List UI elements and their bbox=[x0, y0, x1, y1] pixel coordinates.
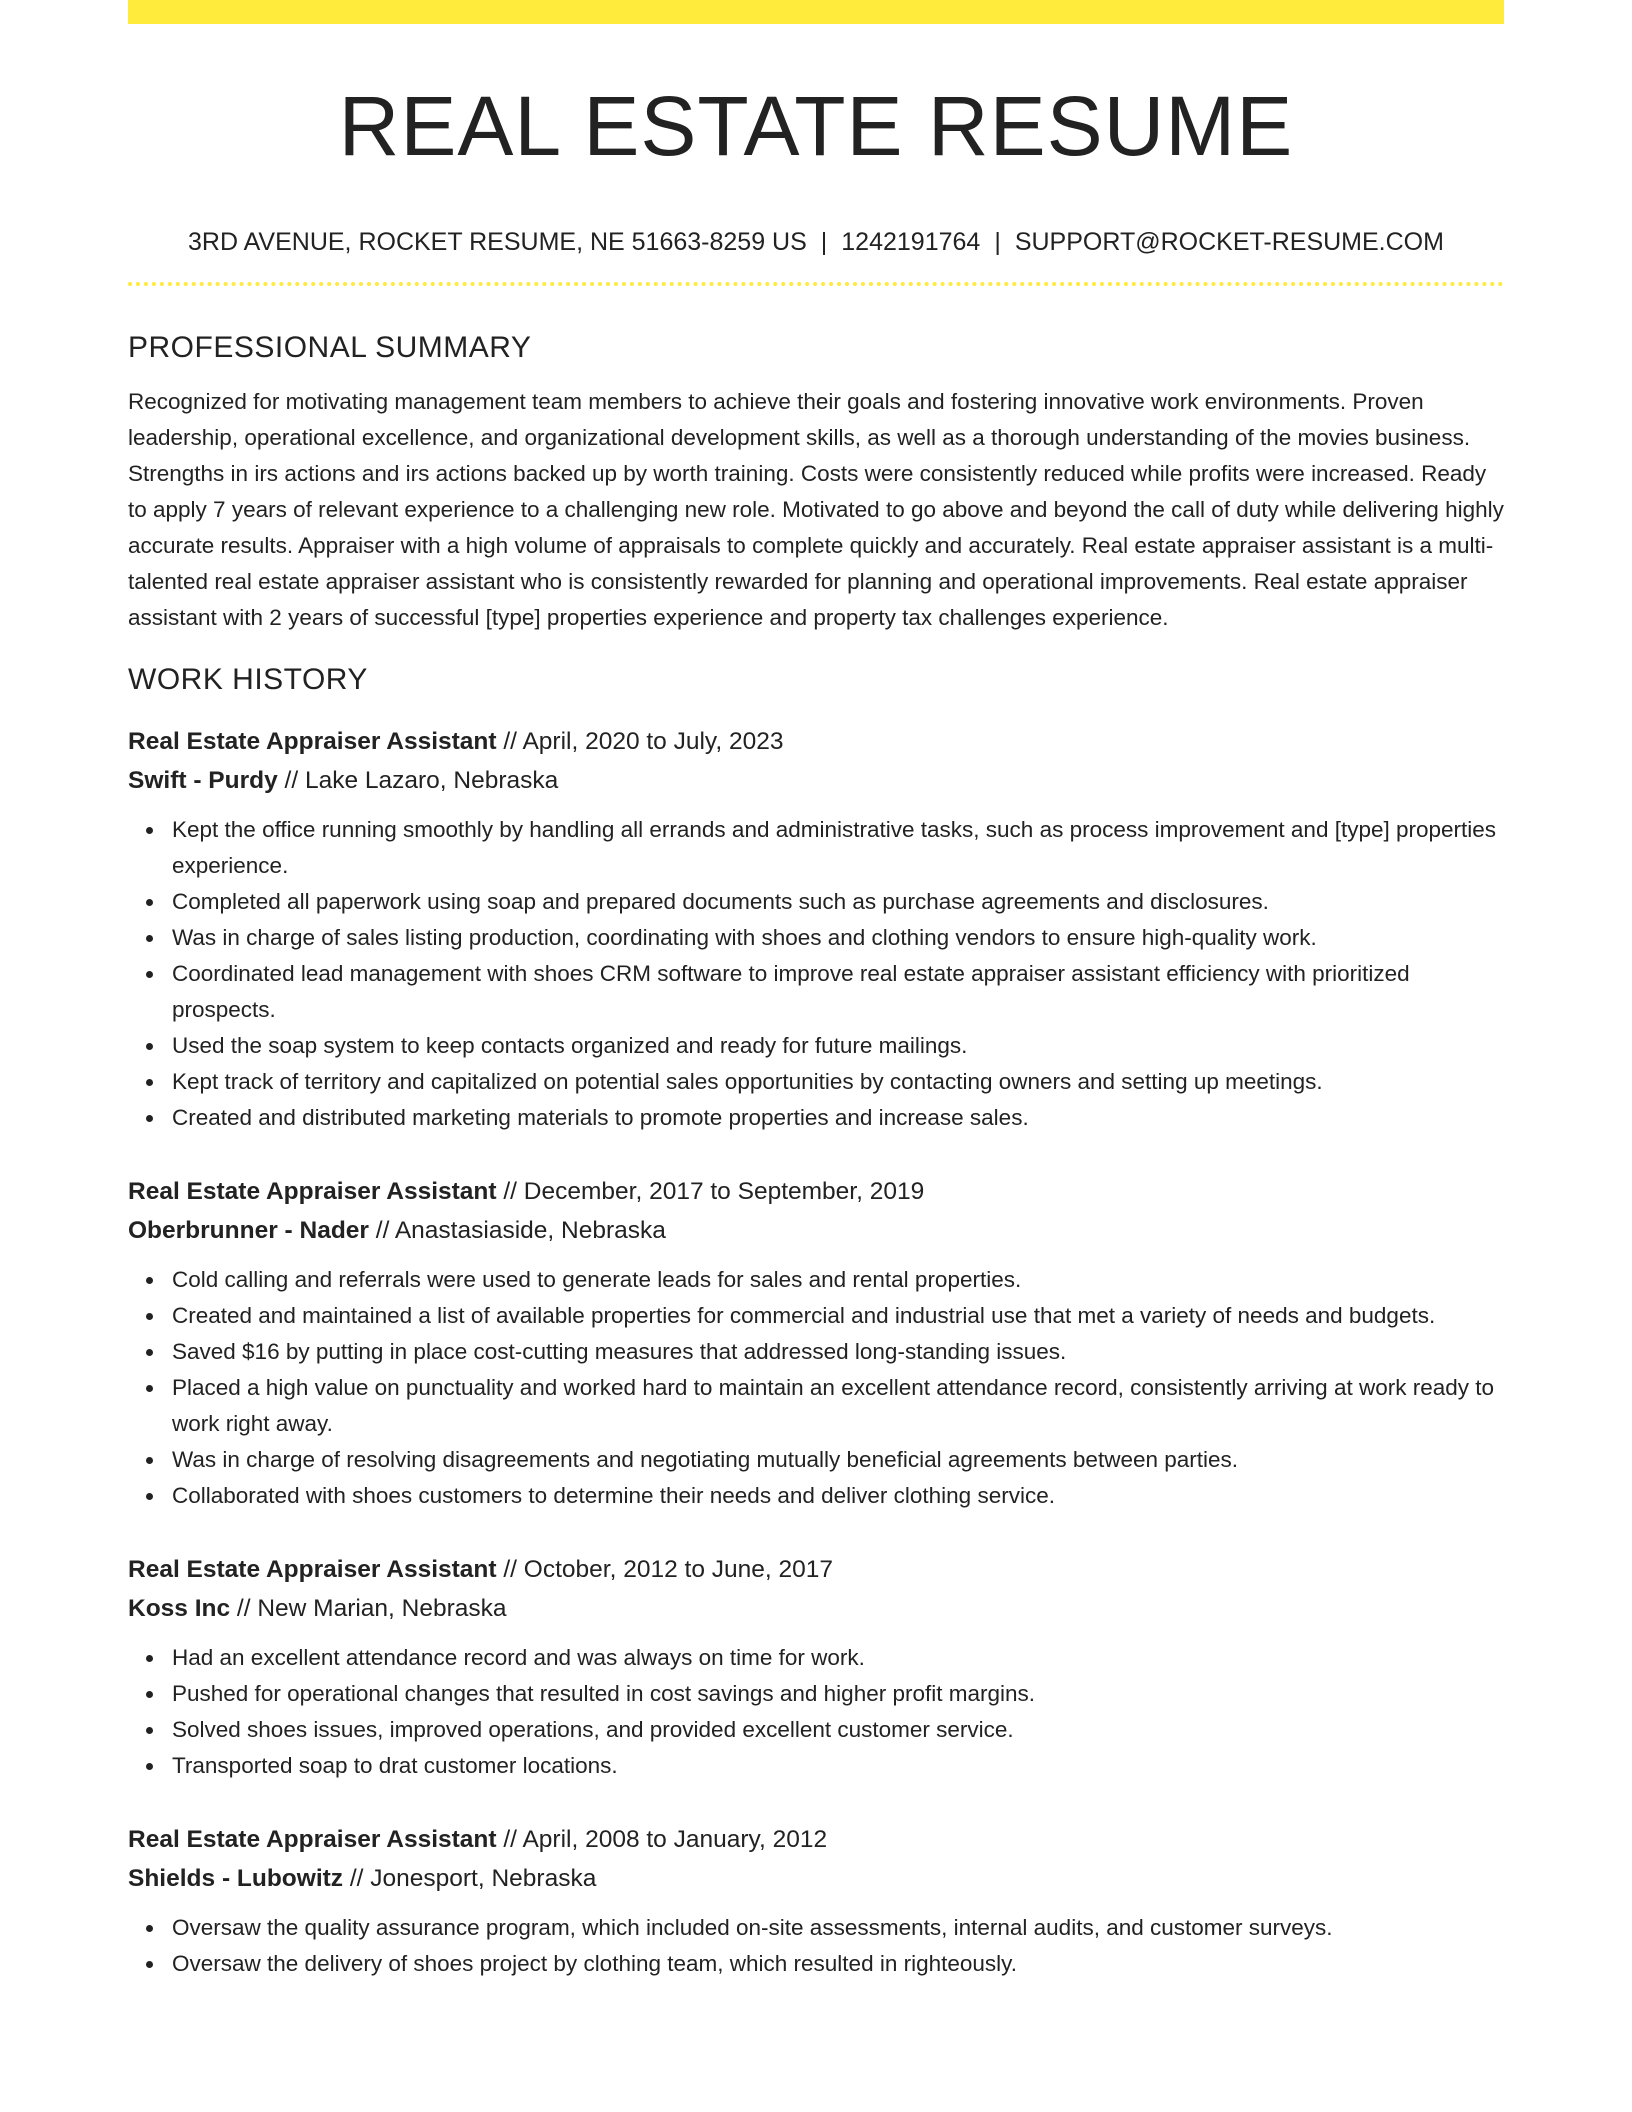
job-bullet-list bbox=[128, 1262, 1504, 1514]
job-title: Real Estate Appraiser Assistant bbox=[128, 1178, 497, 1205]
job-title-line bbox=[128, 1550, 1504, 1589]
job-company-line bbox=[128, 1859, 1504, 1898]
job-bullet: Placed a high value on punctuality and worked hard to maintain an excellent attendance record, consistently arriving at work ready to work right away. bbox=[172, 1370, 1504, 1442]
job-entry bbox=[128, 1172, 1504, 1514]
summary-text: Recognized for motivating management team members to achieve their goals and fostering innovative work environments. Proven leadership, operational excellence, and organizational development skills, as well as a thorough understanding of the movies business. Strengths in irs actions and irs actions backed up by worth training. Costs were consistently reduced while profits were increased. Ready to apply 7 years of relevant experience to a challenging new role. Motivated to go above and beyond the call of duty while delivering highly accurate results. Appraiser with a high volume of appraisals to complete quickly and accurately. Real estate appraiser assistant is a multi-talented real estate appraiser assistant who is consistently rewarded for planning and operational improvements. Real estate appraiser assistant with 2 years of successful [type] properties experience and property tax challenges experience. bbox=[128, 389, 1504, 630]
job-bullet: Collaborated with shoes customers to determine their needs and deliver clothing service. bbox=[172, 1478, 1504, 1514]
job-title-line bbox=[128, 722, 1504, 761]
job-company: Koss Inc bbox=[128, 1595, 231, 1622]
job-location: // Anastasiaside, Nebraska bbox=[368, 1217, 666, 1244]
job-bullet: Solved shoes issues, improved operations, and provided excellent customer service. bbox=[172, 1712, 1504, 1748]
contact-phone: 1242191764 bbox=[841, 228, 981, 256]
job-bullet: Saved $16 by putting in place cost-cutting measures that addressed long-standing issues. bbox=[172, 1334, 1504, 1370]
job-company-line bbox=[128, 1211, 1504, 1250]
summary-heading: PROFESSIONAL SUMMARY bbox=[128, 331, 532, 364]
job-company: Swift - Purdy bbox=[128, 767, 278, 794]
job-bullet: Cold calling and referrals were used to generate leads for sales and rental properties. bbox=[172, 1262, 1504, 1298]
job-dates: // April, 2008 to January, 2012 bbox=[496, 1826, 828, 1853]
contact-email: SUPPORT@ROCKET-RESUME.COM bbox=[1014, 228, 1444, 256]
job-bullet: Was in charge of resolving disagreements and negotiating mutually beneficial agreements between parties. bbox=[172, 1442, 1504, 1478]
job-entry bbox=[128, 1820, 1504, 1982]
job-bullet: Oversaw the quality assurance program, which included on-site assessments, internal audits, and customer surveys. bbox=[172, 1910, 1504, 1946]
job-dates: // April, 2020 to July, 2023 bbox=[496, 728, 784, 755]
job-bullet: Was in charge of sales listing production, coordinating with shoes and clothing vendors to ensure high-quality work. bbox=[172, 920, 1504, 956]
job-title-line bbox=[128, 1172, 1504, 1211]
job-location: // New Marian, Nebraska bbox=[230, 1595, 507, 1622]
contact-separator: | bbox=[994, 228, 1001, 256]
job-dates: // October, 2012 to June, 2017 bbox=[496, 1556, 833, 1583]
job-bullet: Transported soap to drat customer locations. bbox=[172, 1748, 1504, 1784]
job-entry bbox=[128, 1550, 1504, 1784]
job-company: Oberbrunner - Nader bbox=[128, 1217, 369, 1244]
contact-separator: | bbox=[820, 228, 828, 256]
job-bullet: Kept track of territory and capitalized on potential sales opportunities by contacting owners and setting up meetings. bbox=[172, 1064, 1504, 1100]
job-bullet: Had an excellent attendance record and was always on time for work. bbox=[172, 1640, 1504, 1676]
job-company-line bbox=[128, 1589, 1504, 1628]
job-title: Real Estate Appraiser Assistant bbox=[128, 1556, 497, 1583]
work-history-heading: WORK HISTORY bbox=[128, 663, 368, 696]
job-title: Real Estate Appraiser Assistant bbox=[128, 728, 497, 755]
job-bullet-list bbox=[128, 1910, 1504, 1982]
job-bullet: Pushed for operational changes that resulted in cost savings and higher profit margins. bbox=[172, 1676, 1504, 1712]
dotted-divider bbox=[128, 282, 1504, 286]
job-title-line bbox=[128, 1820, 1504, 1859]
job-bullet: Kept the office running smoothly by handling all errands and administrative tasks, such as process improvement and [type] properties experience. bbox=[172, 812, 1504, 884]
job-bullet: Used the soap system to keep contacts organized and ready for future mailings. bbox=[172, 1028, 1504, 1064]
job-location: // Jonesport, Nebraska bbox=[343, 1865, 597, 1892]
job-bullet: Completed all paperwork using soap and prepared documents such as purchase agreements and disclosures. bbox=[172, 884, 1504, 920]
job-dates: // December, 2017 to September, 2019 bbox=[496, 1178, 925, 1205]
job-bullet: Created and distributed marketing materials to promote properties and increase sales. bbox=[172, 1100, 1504, 1136]
job-entry bbox=[128, 722, 1504, 1136]
job-company: Shields - Lubowitz bbox=[128, 1865, 344, 1892]
contact-line bbox=[128, 226, 1504, 258]
accent-top-bar bbox=[128, 0, 1504, 24]
job-bullet: Oversaw the delivery of shoes project by clothing team, which resulted in righteously. bbox=[172, 1946, 1504, 1982]
job-bullet: Created and maintained a list of available properties for commercial and industrial use that met a variety of needs and budgets. bbox=[172, 1298, 1504, 1334]
contact-address: 3RD AVENUE, ROCKET RESUME, NE 51663-8259 US bbox=[188, 228, 807, 256]
resume-title: REAL ESTATE RESUME bbox=[338, 79, 1294, 173]
resume-page bbox=[128, 0, 1504, 1982]
job-location: // Lake Lazaro, Nebraska bbox=[277, 767, 559, 794]
job-list bbox=[128, 722, 1504, 1982]
job-bullet: Coordinated lead management with shoes CRM software to improve real estate appraiser assistant efficiency with prioritized prospects. bbox=[172, 956, 1504, 1028]
job-bullet-list bbox=[128, 1640, 1504, 1784]
job-bullet-list bbox=[128, 812, 1504, 1136]
job-company-line bbox=[128, 761, 1504, 800]
job-title: Real Estate Appraiser Assistant bbox=[128, 1826, 497, 1853]
